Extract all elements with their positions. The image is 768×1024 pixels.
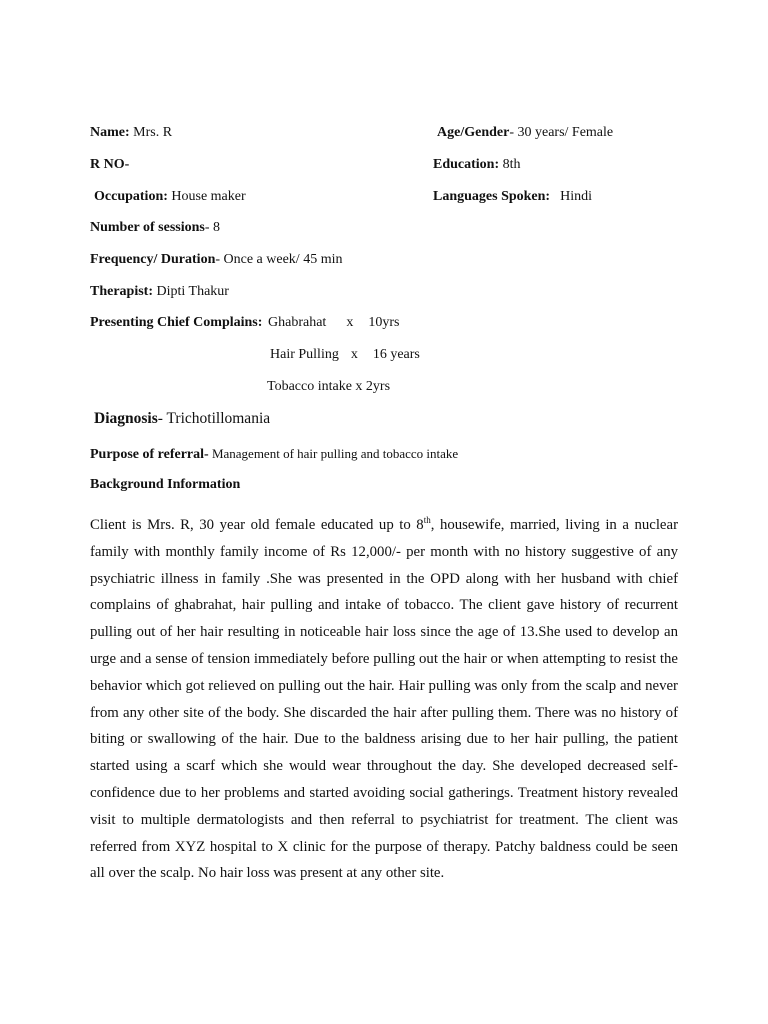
occupation-value: House maker	[167, 189, 246, 204]
sessions-value: - 8	[204, 220, 221, 235]
languages-label: Languages Spoken:	[433, 189, 551, 204]
education-label: Education:	[433, 157, 500, 172]
name-label: Name:	[90, 125, 130, 140]
referral-value: Management of hair pulling and tobacco intake	[208, 446, 459, 461]
languages-field	[433, 188, 592, 206]
complaint-duration: 16 years	[372, 347, 420, 362]
complaint-name: Hair Pulling	[270, 347, 339, 362]
therapist-field	[90, 283, 229, 301]
complaint-item	[268, 314, 399, 332]
therapist-label: Therapist:	[90, 284, 153, 299]
background-paragraph	[90, 512, 678, 887]
frequency-field	[90, 251, 342, 269]
background-heading: Background Information	[90, 477, 241, 492]
sessions-label: Number of sessions	[90, 220, 205, 235]
background-body: , housewife, married, living in a nuclear family with monthly family income of Rs 12,000/- per month with no history suggestive of any psychiatric illness in family .She was presented in the OPD along with her husband with chief complains of ghabrahat, hair pulling and intake of tobacco. The client gave history of recurrent pulling out of her hair resulting in noticeable hair loss since the age of 13.She used to develop an urge and a sense of tension immediately before pulling out the hair or when attempting to resist the behavior which got relieved on pulling out the hair. Hair pulling was only from the scalp and never from any other site of the body. She discarded the hair after pulling them. There was no history of biting or swallowing of the hair. Due to the baldness arising due to her hair pulling, the patient started using a scarf which she would wear throughout the day. She developed decreased self-confidence due to her problems and started avoiding social gatherings. Treatment history revealed visit to multiple dermatologists and then referral to psychiatrist for treatment. The client was referred from XYZ hospital to X clinic for the purpose of therapy. Patchy baldness could be seen all over the scalp. No hair loss was present at any other site.	[90, 517, 678, 882]
therapist-value: Dipti Thakur	[153, 284, 229, 299]
complaint-x: x	[346, 315, 354, 330]
diagnosis-label: Diagnosis	[94, 410, 158, 427]
occupation-field	[94, 188, 246, 206]
background-superscript: th	[423, 515, 431, 526]
r-no-label: R NO-	[90, 157, 130, 172]
complaint-x: x	[350, 347, 358, 362]
complaint-item	[270, 346, 420, 364]
age-gender-label: Age/Gender	[437, 125, 510, 140]
diagnosis-value: - Trichotillomania	[157, 410, 271, 427]
referral-field	[90, 445, 458, 464]
name-value: Mrs. R	[129, 125, 173, 140]
name-field	[90, 124, 172, 142]
education-field	[433, 156, 521, 174]
occupation-label: Occupation:	[94, 189, 168, 204]
complaint-item: Tobacco intake x 2yrs	[267, 379, 391, 394]
background-intro: Client is Mrs. R, 30 year old female educated up to 8	[90, 517, 424, 533]
complaint-duration: 10yrs	[368, 315, 400, 330]
referral-label: Purpose of referral-	[90, 447, 209, 462]
frequency-label: Frequency/ Duration	[90, 252, 216, 267]
languages-value: Hindi	[560, 189, 592, 204]
sessions-field	[90, 219, 220, 237]
age-gender-value: - 30 years/ Female	[509, 125, 614, 140]
complaint-name: Ghabrahat	[268, 315, 327, 330]
education-value: 8th	[499, 157, 521, 172]
diagnosis-field	[94, 410, 270, 428]
frequency-value: - Once a week/ 45 min	[215, 252, 343, 267]
complaints-label: Presenting Chief Complains:	[90, 315, 263, 330]
age-gender-field	[437, 124, 613, 142]
